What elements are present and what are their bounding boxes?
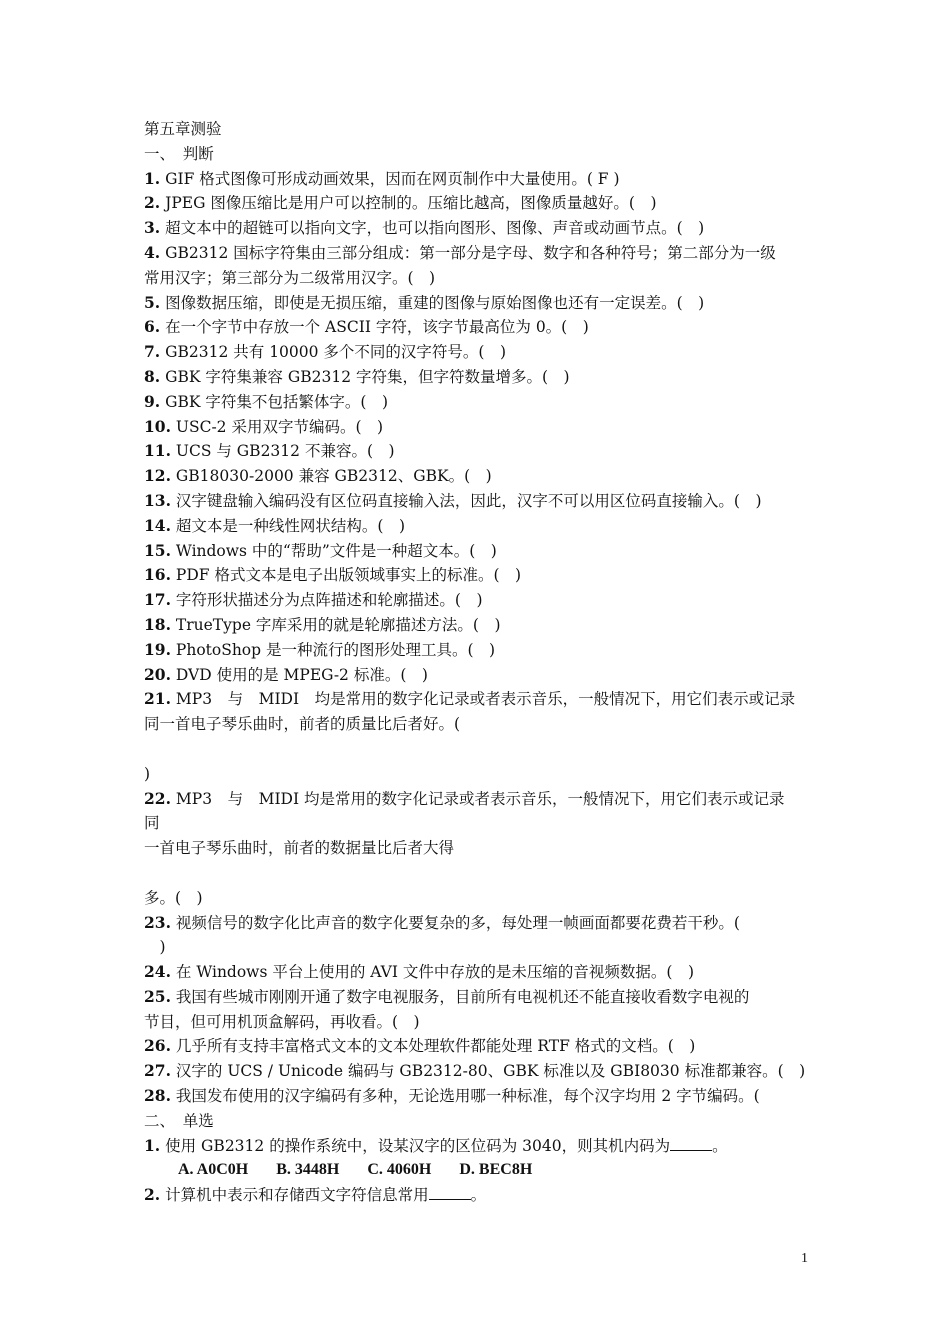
question-number: 18. <box>144 614 171 634</box>
question-text: ) <box>144 764 151 783</box>
question-line <box>144 985 814 1010</box>
question-line <box>144 241 814 266</box>
question-text: 常用汉字；第三部分为二级常用汉字。( ) <box>144 268 436 287</box>
question-number: 14. <box>144 515 171 535</box>
question-text: 在一个字节中存放一个 ASCII 字符，该字节最高位为 0。( ) <box>165 318 589 337</box>
question-number: 22. <box>144 788 171 808</box>
question-text: DVD 使用的是 MPEG-2 标准。( ) <box>175 665 428 684</box>
question-line <box>144 911 814 936</box>
question-text: 节目，但可用机顶盒解码，再收看。( ) <box>144 1012 420 1031</box>
question-text: USC-2 采用双字节编码。( ) <box>175 417 384 436</box>
question-number: 9. <box>144 391 161 411</box>
question-text: 一首电子琴乐曲时，前者的数据量比后者大得 <box>144 839 455 858</box>
question-line <box>144 960 814 985</box>
question-text-end: 。 <box>470 1186 487 1205</box>
question-line <box>144 787 814 812</box>
document-body <box>144 117 814 1208</box>
question-text: 在 Windows 平台上使用的 AVI 文件中存放的是未压缩的音视频数据。( ) <box>175 963 695 982</box>
question-number: 19. <box>144 639 171 659</box>
question-text: ) <box>144 938 166 957</box>
question-text: 超文本中的超链可以指向文字，也可以指向图形、图像、声音或动画节点。( ) <box>165 219 705 238</box>
question-number: 20. <box>144 664 171 684</box>
option-c: C. 4060H <box>367 1161 432 1179</box>
question-line <box>144 563 814 588</box>
question-continuation-line <box>144 935 814 960</box>
question-number: 1. <box>144 1135 161 1155</box>
question-text: GB18030-2000 兼容 GB2312、GBK。( ) <box>175 467 492 486</box>
question-text: 使用 GB2312 的操作系统中，设某汉字的区位码为 3040，则其机内码为 <box>165 1136 671 1155</box>
question-line <box>144 1034 814 1059</box>
question-number: 5. <box>144 292 161 312</box>
question-number: 27. <box>144 1061 171 1081</box>
question-number: 24. <box>144 962 171 982</box>
question-continuation-line <box>144 737 814 762</box>
question-line <box>144 365 814 390</box>
question-line <box>144 216 814 241</box>
question-text: 视频信号的数字化比声音的数字化要复杂的多，每处理一帧画面都要花费若干秒。( <box>175 913 740 932</box>
question-text: MP3 与 MIDI 均是常用的数字化记录或者表示音乐，一般情况下，用它们表示或记录 <box>175 789 785 808</box>
page-title: 第五章测验 <box>144 120 222 138</box>
question-line <box>144 167 814 192</box>
option-b: B. 3448H <box>276 1161 340 1179</box>
page-number: 1 <box>801 1251 808 1266</box>
question-text: GB2312 共有 10000 多个不同的汉字符号。( ) <box>165 343 507 362</box>
answer-blank <box>429 1185 471 1200</box>
question-line <box>144 588 814 613</box>
option-a: A. A0C0H <box>178 1161 249 1179</box>
question-text: UCS 与 GB2312 不兼容。( ) <box>175 442 395 461</box>
question-line <box>144 663 814 688</box>
question-continuation-line <box>144 886 814 911</box>
question-text: 我国有些城市刚刚开通了数字电视服务，目前所有电视机还不能直接收看数字电视的 <box>175 987 750 1006</box>
section-heading-single-choice: 二、 单选 <box>144 1111 214 1130</box>
question-text: 几乎所有支持丰富格式文本的文本处理软件都能处理 RTF 格式的文档。( ) <box>175 1037 696 1056</box>
question-number: 21. <box>144 689 171 709</box>
question-continuation-line <box>144 811 814 836</box>
question-line <box>144 291 814 316</box>
question-number: 26. <box>144 1036 171 1056</box>
question-number: 28. <box>144 1086 171 1106</box>
question-continuation-line <box>144 1010 814 1035</box>
question-line <box>144 340 814 365</box>
question-continuation-line <box>144 836 814 861</box>
judgement-question-list <box>144 167 814 1109</box>
question-text: 图像数据压缩，即使是无损压缩，重建的图像与原始图像也还有一定误差。( ) <box>165 293 705 312</box>
answer-blank <box>670 1136 712 1151</box>
question-text: TrueType 字库采用的就是轮廓描述方法。( ) <box>175 615 501 634</box>
question-number: 11. <box>144 441 171 461</box>
question-number: 10. <box>144 416 171 436</box>
question-number: 4. <box>144 242 161 262</box>
question-line <box>144 638 814 663</box>
question-text: 计算机中表示和存储西文字符信息常用 <box>165 1186 429 1205</box>
question-text: 超文本是一种线性网状结构。( ) <box>175 516 406 535</box>
question-text: JPEG 图像压缩比是用户可以控制的。压缩比越高，图像质量越好。( ) <box>165 194 657 213</box>
question-text: MP3 与 MIDI 均是常用的数字化记录或者表示音乐，一般情况下，用它们表示或记录 <box>175 690 796 709</box>
question-line <box>144 390 814 415</box>
question-text: GB2312 国标字符集由三部分组成：第一部分是字母、数字和各种符号；第二部分为一级 <box>165 243 776 262</box>
question-number: 8. <box>144 366 161 386</box>
question-line <box>144 489 814 514</box>
question-number: 17. <box>144 590 171 610</box>
question-number: 16. <box>144 565 171 585</box>
question-number: 2. <box>144 193 161 213</box>
question-number: 23. <box>144 912 171 932</box>
question-line <box>144 439 814 464</box>
question-text: 我国发布使用的汉字编码有多种，无论选用哪一种标准，每个汉字均用 2 字节编码。( <box>175 1087 760 1106</box>
question-text: 多。( ) <box>144 888 203 907</box>
question-number: 1. <box>144 168 161 188</box>
question-line <box>144 464 814 489</box>
question-line <box>144 315 814 340</box>
question-number: 12. <box>144 466 171 486</box>
question-number: 3. <box>144 218 161 238</box>
question-line <box>144 687 814 712</box>
question-number: 15. <box>144 540 171 560</box>
question-text: 汉字键盘输入编码没有区位码直接输入法，因此，汉字不可以用区位码直接输入。( ) <box>175 491 762 510</box>
question-text: PhotoShop 是一种流行的图形处理工具。( ) <box>175 640 496 659</box>
question-continuation-line <box>144 712 814 737</box>
question-line <box>144 1059 814 1084</box>
question-text: 同 <box>144 814 160 833</box>
question-text: 字符形状描述分为点阵描述和轮廓描述。( ) <box>175 591 483 610</box>
question-text: GBK 字符集兼容 GB2312 字符集，但字符数量增多。( ) <box>165 367 570 386</box>
question-continuation-line <box>144 861 814 886</box>
question-line <box>144 539 814 564</box>
mc-options <box>144 1158 814 1183</box>
mc-question-2 <box>144 1183 814 1208</box>
question-number: 2. <box>144 1185 161 1205</box>
question-line <box>144 514 814 539</box>
mc-question-1 <box>144 1134 814 1159</box>
question-continuation-line <box>144 266 814 291</box>
question-text: GBK 字符集不包括繁体字。( ) <box>165 392 388 411</box>
question-text: GIF 格式图像可形成动画效果，因而在网页制作中大量使用。( F ) <box>165 169 620 188</box>
question-number: 13. <box>144 490 171 510</box>
question-text: PDF 格式文本是电子出版领域事实上的标准。( ) <box>175 566 522 585</box>
question-text: Windows 中的“帮助”文件是一种超文本。( ) <box>175 541 497 560</box>
option-d: D. BEC8H <box>459 1161 533 1179</box>
question-text: 汉字的 UCS / Unicode 编码与 GB2312-80、GBK 标准以及 GBI8030 标准都兼容。( ) <box>175 1062 806 1081</box>
question-line <box>144 191 814 216</box>
question-number: 6. <box>144 317 161 337</box>
question-number: 7. <box>144 342 161 362</box>
question-text: 同一首电子琴乐曲时，前者的质量比后者好。( <box>144 715 461 734</box>
question-number: 25. <box>144 986 171 1006</box>
question-text-end: 。 <box>712 1136 728 1155</box>
question-line <box>144 1084 814 1109</box>
question-continuation-line <box>144 762 814 787</box>
question-line <box>144 613 814 638</box>
question-line <box>144 415 814 440</box>
section-heading-judgement: 一、 判断 <box>144 144 214 163</box>
